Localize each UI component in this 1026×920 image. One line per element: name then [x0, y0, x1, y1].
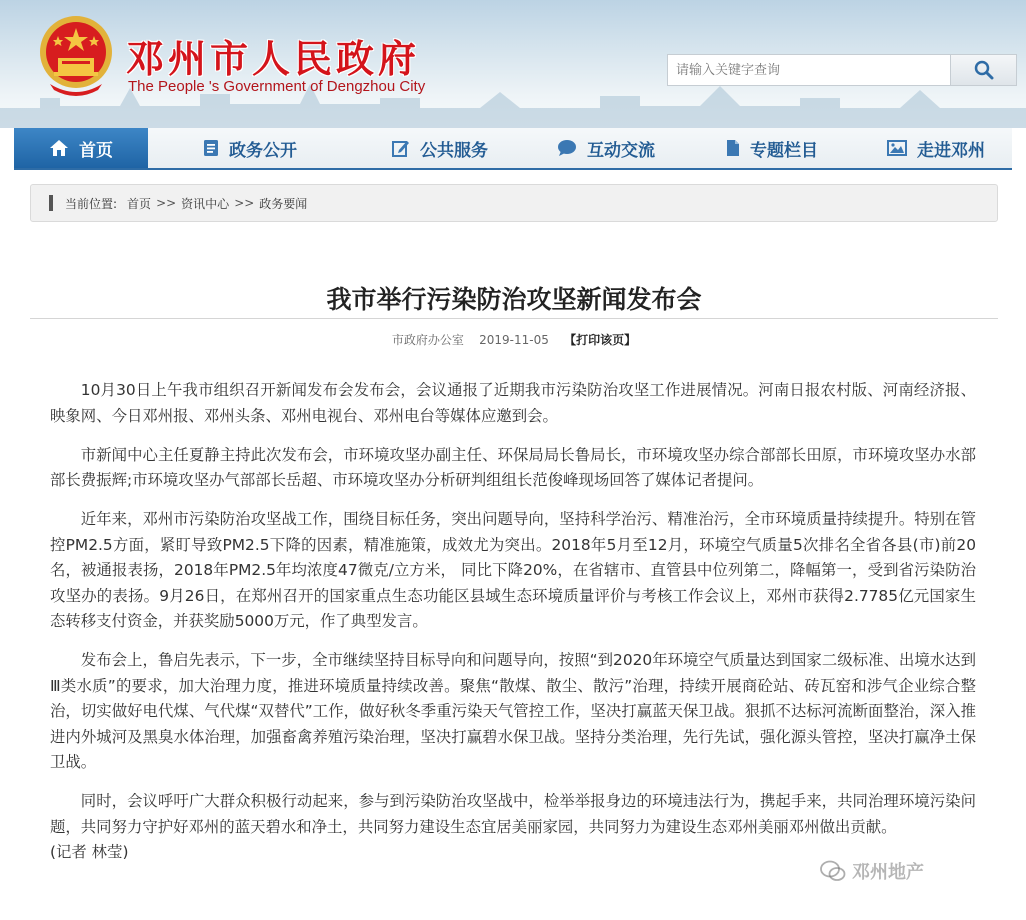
image-icon [887, 140, 907, 156]
file-icon [726, 139, 740, 157]
nav-item-interaction[interactable] [536, 128, 676, 168]
site-title-chinese: 邓州市人民政府 [126, 36, 421, 81]
nav-item-label: 公共服务 [420, 140, 488, 161]
article-title: 我市举行污染防治攻坚新闻发布会 [326, 285, 702, 314]
search-icon [974, 60, 994, 80]
article-date: 2019-11-05 [479, 333, 549, 347]
nav-item-home[interactable] [14, 128, 148, 168]
breadcrumb-separator: >> [234, 196, 255, 210]
nav-item-label: 专题栏目 [750, 140, 818, 161]
article-paragraph: 近年来，邓州市污染防治攻坚战工作，围绕目标任务，突出问题导向，坚持科学治污、精准治污，全市环境质量持续提升。特别在管控PM2.5方面，紧盯导致PM2.5下降的因素，精准施策，成效尤为突出。2018年5月至12月，环境空气质量5次排名全省各县(市)前20名，被通报表扬，2018年PM2.5年均浓度47微克/立方米， 同比下降20%，在省辖市、直管县中位列第二，降幅第一，受到省污染防治攻坚办的表扬。9月26日，在郑州召开的国家重点生态功能区县域生态环境质量评价与考核工作会议上，邓州市获得2.7785亿元国家生态转移支付资金，并获奖励5000万元，作了典型发言。 [50, 510, 976, 630]
title-divider [30, 318, 998, 319]
print-page-link[interactable]: 【打印该页】 [564, 333, 637, 347]
nav-item-special-topics[interactable] [702, 128, 842, 168]
nav-item-label: 政务公开 [229, 140, 297, 161]
article-paragraph: 发布会上，鲁启先表示，下一步，全市继续坚持目标导向和问题导向，按照“到2020年环境空气质量达到国家二级标准、出境水达到Ⅲ类水质”的要求，加大治理力度，推进环境质量持续改善。聚焦“散煤、散尘、散污”治理，持续开展商砼站、砖瓦窑和涉气企业综合整治，切实做好电代煤、气代煤“双替代”工作，做好秋冬季重污染天气管控工作，坚决打赢蓝天保卫战。狠抓不达标河流断面整治，深入推进内外城河及黑臭水体治理，加强畜禽养殖污染治理，坚决打赢碧水保卫战。坚持分类治理，先行先试，强化源头管控，坚决打赢净土保卫战。 [50, 651, 976, 771]
nav-item-label: 互动交流 [587, 140, 655, 161]
nav-item-label: 首页 [79, 140, 113, 161]
breadcrumb-prefix: 当前位置: [65, 196, 118, 211]
search-button[interactable] [951, 54, 1017, 86]
site-header [0, 0, 1026, 128]
article-paragraph: 市新闻中心主任夏静主持此次发布会，市环境攻坚办副主任、环保局局长鲁局长，市环境攻坚办综合部部长田原，市环境攻坚办水部部长费振辉;市环境攻坚办气部部长岳超、市环境攻坚办分析研判组组长范俊峰现场回答了媒体记者提问。 [50, 445, 976, 489]
article-meta [30, 331, 998, 348]
nav-item-label: 走进邓州 [917, 140, 985, 161]
breadcrumb-link-government-news[interactable]: 政务要闻 [259, 196, 308, 211]
edit-icon [392, 139, 410, 157]
nav-item-government-affairs[interactable] [180, 128, 320, 168]
main-navigation [0, 128, 1026, 168]
breadcrumb [30, 184, 998, 222]
breadcrumb-link-home[interactable]: 首页 [127, 196, 152, 211]
article-source: 市政府办公室 [391, 333, 464, 347]
article-body [50, 378, 976, 866]
nav-item-public-service[interactable] [370, 128, 510, 168]
national-emblem-icon [36, 14, 116, 100]
nav-band [14, 128, 1012, 170]
breadcrumb-link-news-center[interactable]: 资讯中心 [181, 196, 230, 211]
chat-icon [557, 139, 577, 157]
document-icon [203, 139, 219, 157]
site-title-english: The People 's Government of Dengzhou City [128, 78, 426, 95]
home-icon [49, 139, 69, 157]
article-paragraph: 10月30日上午我市组织召开新闻发布会发布会，会议通报了近期我市污染防治攻坚工作进展情况。河南日报农村版、河南经济报、映象网、今日邓州报、邓州头条、邓州电视台、邓州电台等媒体应邀到会。 [50, 381, 976, 425]
article-author: (记者 林莹) [50, 843, 129, 861]
watermark-text: 邓州地产 [852, 862, 924, 883]
breadcrumb-marker [49, 195, 53, 211]
breadcrumb-separator: >> [156, 196, 177, 210]
article-paragraph: 同时，会议呼吁广大群众积极行动起来，参与到污染防治攻坚战中，检举举报身边的环境违法行为，携起手来，共同治理环境污染问题，共同努力守护好邓州的蓝天碧水和净土，共同努力建设生态宜居美丽家园，共同努力为建设生态邓州美丽邓州做出贡献。 [50, 792, 976, 836]
nav-item-about-dengzhou[interactable] [866, 128, 1006, 168]
search-input[interactable] [667, 54, 951, 86]
